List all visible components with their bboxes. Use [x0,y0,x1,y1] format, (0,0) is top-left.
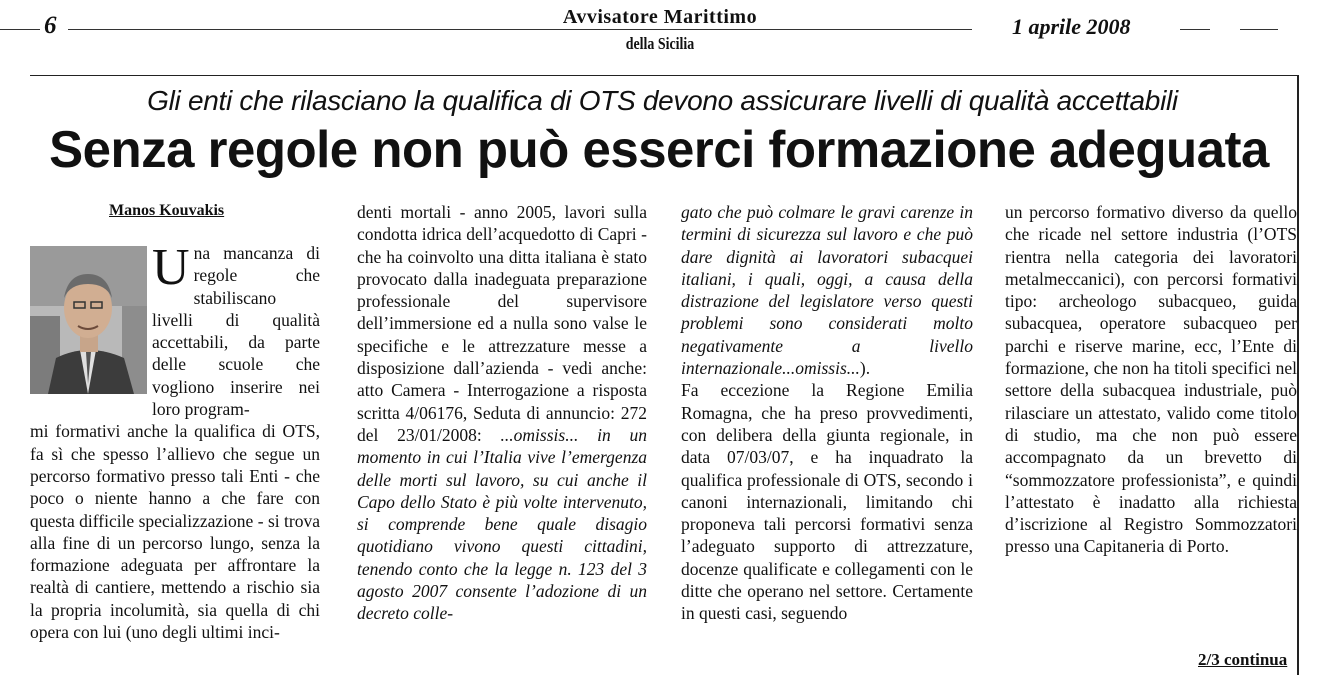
page-number: 6 [44,12,57,39]
article-column-1 [30,239,320,643]
column-2-body: denti mortali - anno 2005, lavori sulla condotta idrica dell’acquedotto di Capri - che ha coinvolto una ditta italiana è stato provocato dalla inadeguata preparazione professionale del supervisore dell’immersione ed a nulla sono valse le specifiche e le attrezzature messe a disposizione dall’azienda - vedi anche: atto Camera - Interrogazione a risposta scritta 4/06176, Seduta di annuncio: 272 del 23/01/2008: [357,202,647,445]
column-1-intro-text: na mancanza di regole che stabiliscano livelli di qualità accettabili, da parte delle scuole che vogliono inserire nei loro program- [152,243,320,420]
drop-cap: U [152,239,190,296]
column-3-quote: gato che può colmare le gravi carenze in termini di sicurezza sul lavoro e che può dare dignità ai lavoratori subacquei italiani, i quali, oggi, a causa della distrazione del legislatore verso questi problemi sono considerati molto negativamente a livello internazionale...omissis... [681,202,973,379]
header-rule-center [68,29,972,30]
column-4-body: un percorso formativo diverso da quello che ricade nel settore industria (l’OTS rientra nella categoria dei lavoratori metalmeccanici), con percorsi formativi tipo: archeologo subacqueo, guida subacquea, operatore subacqueo per parchi e riserve marine, ecc, l’Ente di formazione, che non ha titoli specifici nel settore della subacquea industriale, può rilasciare un attestato, valido come titolo di studio, ma che non può essere accompagnato da un brevetto di “sommozzatore professionista”, e quindi l’attestato è inadatto alla richiesta d’iscrizione al Registro Sommozzatori presso una Capitaneria di Porto. [1005,202,1297,557]
column-2-quote: ...omissis... in un momento in cui l’Italia vive l’emergenza delle morti sul lavoro, su cui anche il Capo dello Stato è più volte intervenuto, si comprende bene quale disagio quotidiano vivono questi cittadini, tenendo conto che la legge n. 123 del 3 agosto 2007 consente l’adozione di un decreto colle- [357,424,647,624]
column-1-body: mi formativi anche la qualifica di OTS, fa sì che spesso l’allievo che segue un percorso formativo presso tali Enti - che poco o niente hanno a che fare con questa difficile specializzazione - si trova alla fine di un percorso lungo, senza la formazione adeguata per affrontare la realtà di cantiere, mettendo a rischio sia la propria incolumità, sia quella di chi opera con lui (uno degli ultimi inci- [30,421,320,643]
article-headline: Senza regole non può esserci formazione adeguata [49,121,1269,179]
article-kicker: Gli enti che rilasciano la qualifica di OTS devono assicurare livelli di qualità accettabili [147,85,1178,116]
header-rule-left [0,29,40,30]
newspaper-name: Avvisatore Marittimo [440,6,880,29]
header-rule-right-2 [1240,29,1278,30]
article-column-4 [1005,201,1297,558]
column-1-intro [152,239,320,420]
issue-date: 1 aprile 2008 [1012,14,1131,39]
continued-marker[interactable]: 2/3 continua [1198,650,1288,669]
column-3-quote-end: ). [859,358,871,379]
column-3-body: Fa eccezione la Regione Emilia Romagna, che ha preso provvedimenti, con delibera della giunta regionale, in data 07/03/07, e ha inquadrato la qualifica professionale di OTS, secondo i canoni internazionali, limitando chi proponeva tali percorsi formativi senza l’adeguato supporto di attrezzature, docenze qualificate e collegamenti con le ditte che operano nel settore. Certamente in questi casi, seguendo [681,380,973,624]
newspaper-subtitle: della Sicilia [625,34,695,53]
article-top-rule [30,75,1299,76]
article-column-3 [681,201,973,625]
header-rule-right-1 [1180,29,1210,30]
article-column-2 [357,201,647,625]
byline: Manos Kouvakis [109,202,225,219]
